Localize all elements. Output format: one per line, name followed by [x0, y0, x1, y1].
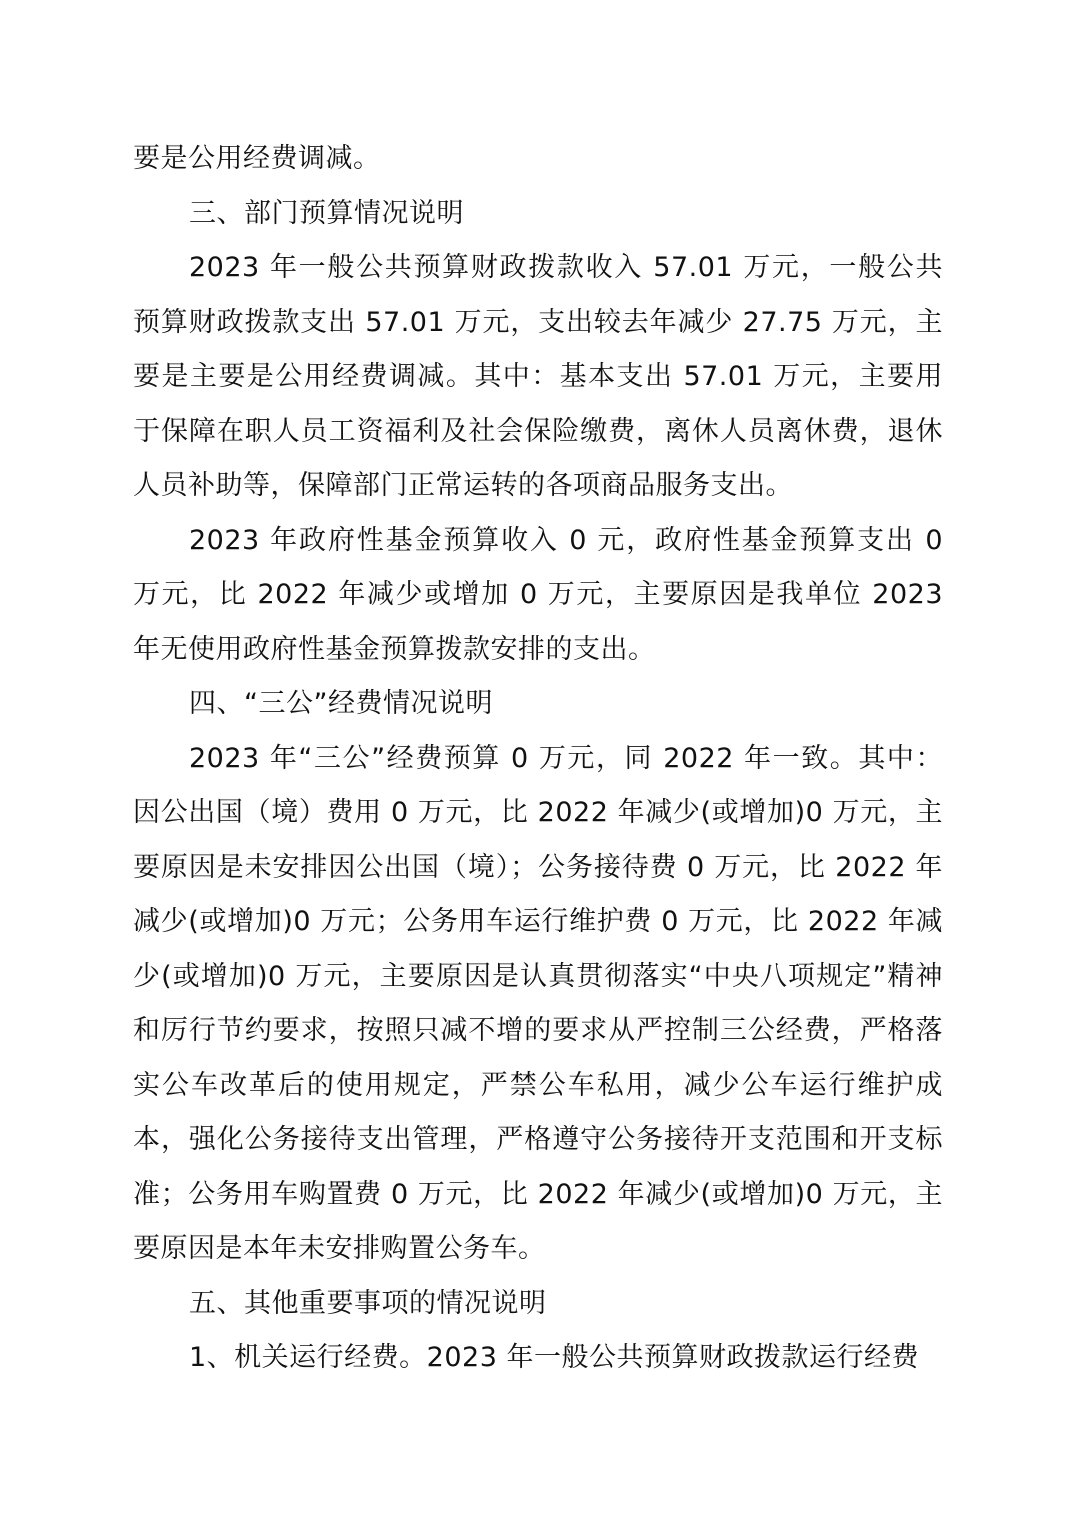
- paragraph-fund-budget: 2023 年政府性基金预算收入 0 元，政府性基金预算支出 0 万元，比 2022 年减少或增加 0 万元，主要原因是我单位 2023 年无使用政府性基金预算拨款安排的支出。: [133, 524, 943, 665]
- paragraph-operating-funds: 1、机关运行经费。2023 年一般公共预算财政拨款运行经费: [189, 1342, 919, 1373]
- paragraph-three-public: 2023 年“三公”经费预算 0 万元，同 2022 年一致。其中：因公出国（境）费用 0 万元，比 2022 年减少(或增加)0 万元，主要原因是未安排因公出国（境）；公务接待费 0 万元，比 2022 年减少(或增加)0 万元；公务用车运行维护费 0 万元，比 2022 年减少(或增加)0 万元，主要原因是认真贯彻落实“中央八项规定”精神和厉行节约要求，按照只减不增的要求从严控制三公经费，严格落实公车改革后的使用规定，严禁公车私用，减少公车运行维护成本，强化公务接待支出管理，严格遵守公务接待开支范围和开支标准；公务用车购置费 0 万元，比 2022 年减少(或增加)0 万元，主要原因是本年未安排购置公务车。: [133, 742, 943, 1264]
- document-page: [133, 132, 943, 1386]
- section-heading-other: 五、其他重要事项的情况说明: [189, 1287, 547, 1319]
- section-heading-budget: 三、部门预算情况说明: [189, 197, 464, 229]
- section-heading-three-public: 四、“三公”经费情况说明: [189, 688, 493, 719]
- paragraph-general-budget: 2023 年一般公共预算财政拨款收入 57.01 万元，一般公共预算财政拨款支出 57.01 万元，支出较去年减少 27.75 万元，主要是主要是公用经费调减。其中：基本支出 57.01 万元，主要用于保障在职人员工资福利及社会保险缴费，离休人员离休费，退休人员补助等，保障部门正常运转的各项商品服务支出。: [133, 252, 943, 501]
- paragraph-continuation: 要是公用经费调减。: [133, 143, 381, 174]
